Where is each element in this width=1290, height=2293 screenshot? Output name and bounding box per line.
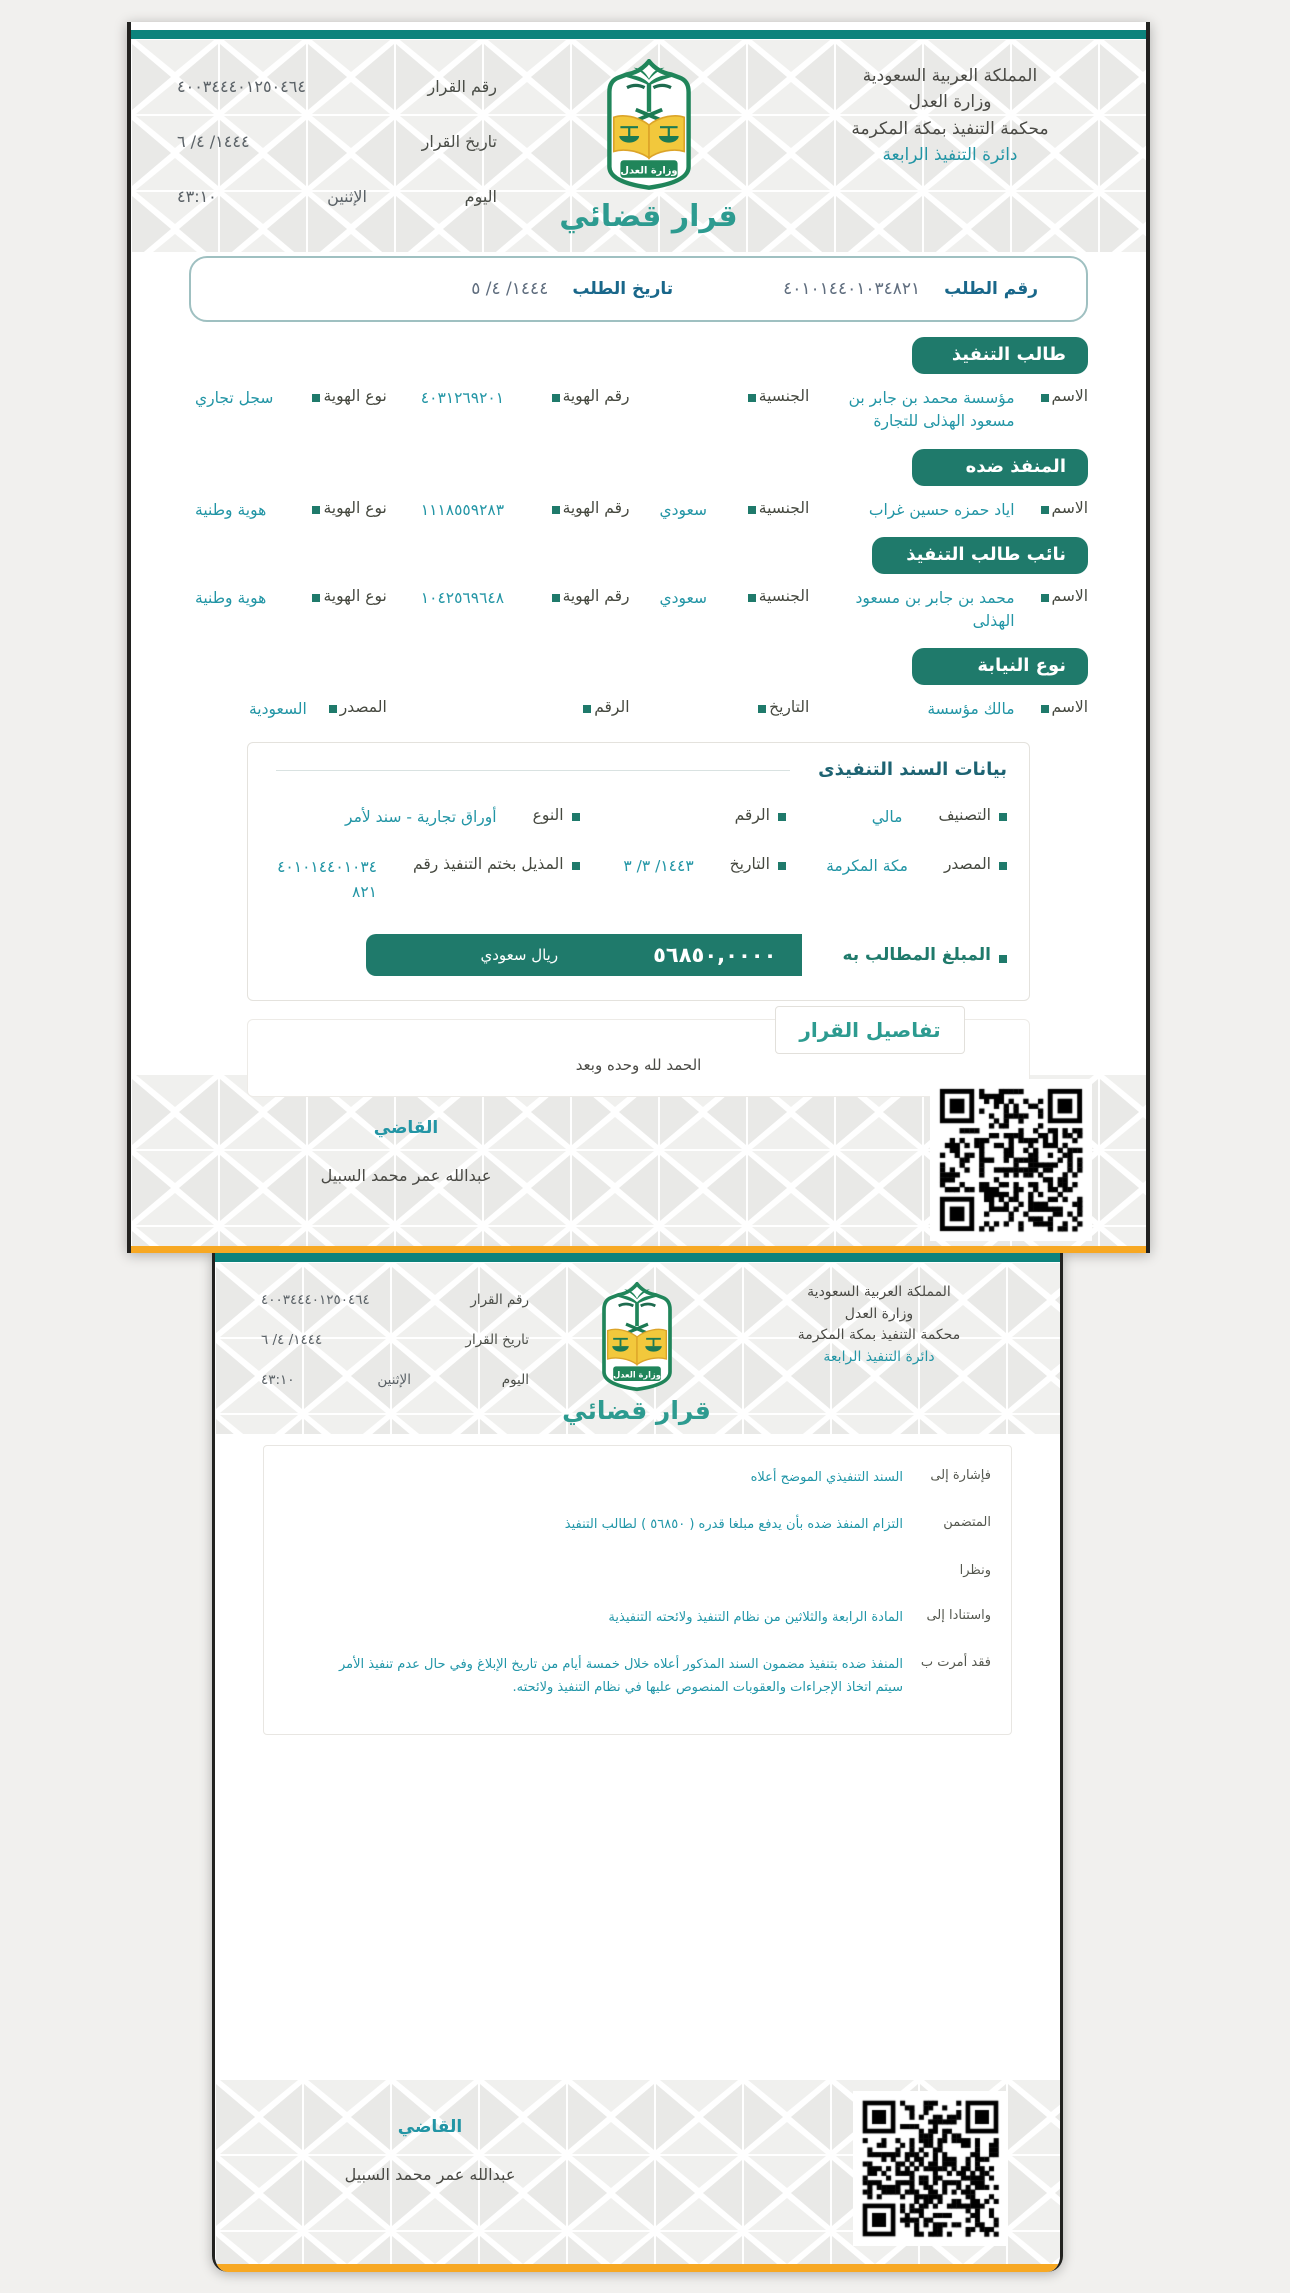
field-value: سجل تجاري — [195, 389, 274, 407]
square-bullet-icon — [748, 506, 756, 514]
day-row — [261, 1372, 529, 1388]
claimed-amount-row — [270, 934, 1007, 976]
decision-date-row — [177, 132, 497, 151]
document-header — [131, 39, 1146, 242]
request-number-label: رقم الطلب — [944, 279, 1038, 299]
name-cell — [809, 587, 1088, 634]
field-label: المتضمن — [943, 1515, 991, 1531]
type-cell — [270, 806, 580, 829]
ministry-line: وزارة العدل — [844, 1305, 914, 1322]
square-bullet-icon — [999, 955, 1007, 963]
id-number-cell — [387, 587, 630, 610]
ministry-line: المملكة العربية السعودية — [807, 1284, 951, 1300]
ministry-of-justice-logo — [591, 1282, 683, 1392]
field-label: الرقم — [734, 805, 770, 824]
judge-label: القاضي — [397, 2117, 463, 2137]
judge-signature-block — [335, 2117, 525, 2184]
field-label: الجنسية — [758, 586, 810, 605]
field-value — [284, 1561, 903, 1582]
field-label: التصنيف — [938, 805, 991, 824]
square-bullet-icon — [552, 506, 560, 514]
field-label: الاسم — [1051, 698, 1088, 717]
field-label: فقد أمرت ب — [920, 1654, 991, 1670]
party-row — [189, 387, 1088, 434]
square-bullet-icon — [572, 862, 580, 870]
source-cell — [786, 855, 1007, 878]
judge-name: عبدالله عمر محمد السبيل — [344, 2165, 516, 2184]
field-label: الاسم — [1051, 586, 1088, 605]
square-bullet-icon — [778, 813, 786, 821]
currency-label: ريال سعودي — [480, 946, 559, 965]
square-bullet-icon — [312, 594, 320, 602]
field-value: ٤٠٠٣٤٤٤٠١٢٥٠٤٦٤ — [177, 77, 306, 96]
name-cell — [809, 698, 1088, 721]
day-name: الإثنين — [377, 1372, 411, 1388]
amount-value: ٥٦٨٥٠,٠٠٠٠ — [653, 943, 777, 968]
field-value: مالي — [871, 807, 903, 826]
header-center — [497, 53, 800, 242]
field-label: المذيل بختم التنفيذ رقم — [413, 854, 564, 873]
field-label: التاريخ — [729, 854, 770, 873]
field-label: تاريخ القرار — [465, 1332, 529, 1348]
field-label: التاريخ — [769, 698, 810, 717]
square-bullet-icon — [552, 594, 560, 602]
qr-code-box — [853, 2091, 1008, 2246]
ministry-of-justice-logo — [593, 59, 705, 191]
field-label: ونظرا — [959, 1562, 991, 1578]
decision-details-area — [247, 1019, 1030, 1097]
field-label: الاسم — [1051, 498, 1088, 517]
stamped-number-cell — [270, 855, 580, 905]
id-type-cell — [189, 587, 387, 610]
field-label: نوع الهوية — [323, 387, 387, 405]
decision-meta-block — [177, 53, 497, 242]
party-row — [189, 587, 1088, 634]
square-bullet-icon — [552, 394, 560, 402]
page-content — [131, 337, 1146, 1097]
square-bullet-icon — [1041, 705, 1049, 713]
field-label: رقم القرار — [427, 77, 497, 96]
field-label: الجنسية — [758, 387, 810, 405]
writ-details-title: بيانات السند التنفيذى — [818, 758, 1007, 780]
field-label: المصدر — [339, 698, 387, 717]
request-date-label: تاريخ الطلب — [572, 279, 674, 299]
qr-code-box — [930, 1079, 1092, 1241]
field-value: المنفذ ضده بتنفيذ مضمون السند المذكور أعلاه خلال خمسة أيام من تاريخ الإبلاغ وفي حال عدم تنفيذ الأمر سيتم اتخاذ الإجراءات والعقوبات المنصوص عليها في نظام التنفيذ ولائحته. — [339, 1656, 903, 1696]
field-label: واستنادا إلى — [926, 1607, 991, 1623]
field-label: رقم الهوية — [562, 387, 630, 405]
writ-details-header — [270, 759, 1007, 780]
number-cell — [580, 806, 786, 824]
field-value: ٤٠٣١٢٦٩٢٠١ — [420, 389, 505, 407]
field-value: ١٤٤٤/ ٤/ ٦ — [261, 1332, 323, 1348]
page-top-teal-bar — [131, 30, 1146, 39]
square-bullet-icon — [1041, 394, 1049, 402]
document-page-1 — [127, 22, 1150, 1253]
field-label: الجنسية — [758, 498, 810, 517]
decision-opening-phrase: الحمد لله وحده وبعد — [575, 1056, 702, 1075]
square-bullet-icon — [572, 813, 580, 821]
square-bullet-icon — [778, 862, 786, 870]
field-label: المصدر — [943, 854, 991, 873]
field-value: ٤٠٠٣٤٤٤٠١٢٥٠٤٦٤ — [261, 1292, 370, 1308]
field-value: ١٤٤٣/ ٣/ ٣ — [623, 856, 694, 875]
field-value: أوراق تجارية - سند لأمر — [345, 807, 497, 826]
square-bullet-icon — [748, 594, 756, 602]
decision-row — [284, 1466, 991, 1489]
square-bullet-icon — [312, 506, 320, 514]
writ-details-box — [247, 742, 1030, 1002]
field-value: ٤٠١٠١٤٤٠١٠٣٤٨٢١ — [277, 857, 378, 901]
request-info-box — [189, 256, 1088, 322]
square-bullet-icon — [1041, 594, 1049, 602]
decision-meta-block — [261, 1276, 529, 1425]
section-title-pill: نوع النيابة — [912, 648, 1088, 685]
field-label: تاريخ القرار — [421, 132, 497, 151]
document-header — [215, 1262, 1060, 1425]
day-row — [177, 187, 497, 206]
section-title-pill: نائب طالب التنفيذ — [872, 537, 1088, 574]
source-cell — [243, 698, 387, 721]
ministry-line: المملكة العربية السعودية — [862, 66, 1038, 86]
square-bullet-icon — [312, 394, 320, 402]
section-executed-against — [189, 449, 1088, 522]
section-agency-type — [189, 648, 1088, 721]
field-value: ١٠٤٢٥٦٩٦٤٨ — [420, 588, 505, 607]
square-bullet-icon — [583, 705, 591, 713]
request-number-value: ٤٠١٠١٤٤٠١٠٣٤٨٢١ — [783, 279, 921, 299]
nationality-cell — [630, 387, 810, 405]
square-bullet-icon — [999, 813, 1007, 821]
field-value: مؤسسة محمد بن جابر بن مسعود الهذلى للتجارة — [848, 389, 1015, 431]
qr-code — [858, 2096, 1003, 2241]
decision-row — [284, 1653, 991, 1700]
party-row — [189, 698, 1088, 721]
field-label: الاسم — [1051, 387, 1088, 405]
field-label: رقم القرار — [470, 1292, 529, 1308]
field-value: محمد بن جابر بن مسعود الهذلى — [855, 588, 1015, 630]
id-number-cell — [387, 387, 630, 410]
id-type-cell — [189, 499, 387, 522]
page-top-teal-bar — [215, 1253, 1060, 1262]
field-label: فإشارة إلى — [930, 1468, 991, 1483]
circuit-line: دائرة التنفيذ الرابعة — [882, 145, 1018, 166]
square-bullet-icon — [999, 862, 1007, 870]
decision-row — [284, 1606, 991, 1629]
field-value: ١٤٤٤/ ٤/ ٦ — [177, 132, 250, 151]
field-value: المادة الرابعة والثلاثين من نظام التنفيذ ولائحته التنفيذية — [608, 1609, 903, 1625]
page-bottom-orange-bar — [131, 1246, 1146, 1253]
date-cell — [630, 698, 810, 716]
field-label: الرقم — [594, 698, 630, 717]
field-label: نوع الهوية — [323, 586, 387, 605]
document-page-2 — [212, 1253, 1063, 2272]
field-label: رقم الهوية — [562, 586, 630, 605]
party-row — [189, 499, 1088, 522]
section-execution-requester — [189, 337, 1088, 434]
nationality-cell — [630, 499, 810, 522]
square-bullet-icon — [748, 394, 756, 402]
decision-details-title-box: تفاصيل القرار — [775, 1006, 965, 1054]
page-bottom-orange-bar — [215, 2264, 1060, 2272]
field-value — [261, 1372, 411, 1388]
decision-date-row — [261, 1332, 529, 1348]
field-label: نوع الهوية — [323, 498, 387, 517]
field-value: سعودي — [659, 588, 708, 607]
day-time: ٤٣:١٠ — [261, 1372, 295, 1388]
ministry-line: وزارة العدل — [908, 92, 992, 113]
judge-name: عبدالله عمر محمد السبيل — [320, 1166, 492, 1185]
field-value: اياد حمزه حسين غراب — [868, 500, 1015, 519]
judge-signature-block — [311, 1118, 501, 1185]
section-requester-deputy — [189, 537, 1088, 634]
section-title-pill: طالب التنفيذ — [912, 337, 1088, 374]
ministry-block — [744, 1276, 1014, 1425]
day-name: الإثنين — [327, 187, 367, 206]
claimed-amount-pill — [366, 934, 802, 976]
square-bullet-icon — [329, 705, 337, 713]
field-value: التزام المنفذ ضده بأن يدفع مبلغا قدره ( ٥٦٨٥٠ ) لطالب التنفيذ — [564, 1517, 903, 1533]
field-value — [177, 187, 367, 206]
decision-number-row — [261, 1292, 529, 1308]
field-value: هوية وطنية — [195, 500, 267, 519]
section-title-pill: المنفذ ضده — [912, 449, 1088, 486]
id-type-cell — [189, 387, 387, 410]
circuit-line: دائرة التنفيذ الرابعة — [823, 1349, 935, 1366]
ministry-block — [800, 53, 1100, 242]
document-title: قرار قضائي — [562, 1396, 711, 1425]
day-time: ٤٣:١٠ — [177, 187, 217, 206]
name-cell — [809, 387, 1088, 434]
decision-row — [284, 1513, 991, 1536]
document-title: قرار قضائي — [559, 199, 738, 234]
date-cell — [580, 855, 786, 878]
field-label: رقم الهوية — [562, 498, 630, 517]
divider — [276, 770, 790, 771]
field-value: مكة المكرمة — [826, 856, 908, 875]
field-value: مالك مؤسسة — [927, 700, 1015, 719]
writ-row — [270, 855, 1007, 905]
header-center — [529, 1276, 744, 1425]
name-cell — [809, 499, 1088, 522]
claimed-amount-label: المبلغ المطالب به — [842, 945, 991, 966]
field-value: السعودية — [248, 700, 307, 719]
decision-text-box — [263, 1445, 1012, 1735]
square-bullet-icon — [1041, 506, 1049, 514]
qr-code — [935, 1084, 1087, 1236]
field-value: سعودي — [659, 500, 708, 519]
field-label: النوع — [532, 805, 564, 824]
decision-number-row — [177, 77, 497, 96]
field-value: هوية وطنية — [195, 588, 267, 607]
judge-label: القاضي — [373, 1118, 439, 1138]
id-number-cell — [387, 499, 630, 522]
field-label: اليوم — [464, 187, 497, 206]
request-date-value: ١٤٤٤/ ٤/ ٥ — [471, 279, 549, 299]
decision-row — [284, 1561, 991, 1582]
number-cell — [387, 698, 630, 716]
ministry-line: محكمة التنفيذ بمكة المكرمة — [797, 1327, 961, 1344]
field-value: ١١١٨٥٥٩٢٨٣ — [420, 500, 505, 519]
writ-row — [270, 806, 1007, 829]
nationality-cell — [630, 587, 810, 610]
field-value: السند التنفيذي الموضح أعلاه — [750, 1470, 903, 1485]
field-label: اليوم — [501, 1372, 529, 1388]
classification-cell — [786, 806, 1007, 829]
square-bullet-icon — [758, 705, 766, 713]
ministry-line: محكمة التنفيذ بمكة المكرمة — [851, 118, 1049, 139]
